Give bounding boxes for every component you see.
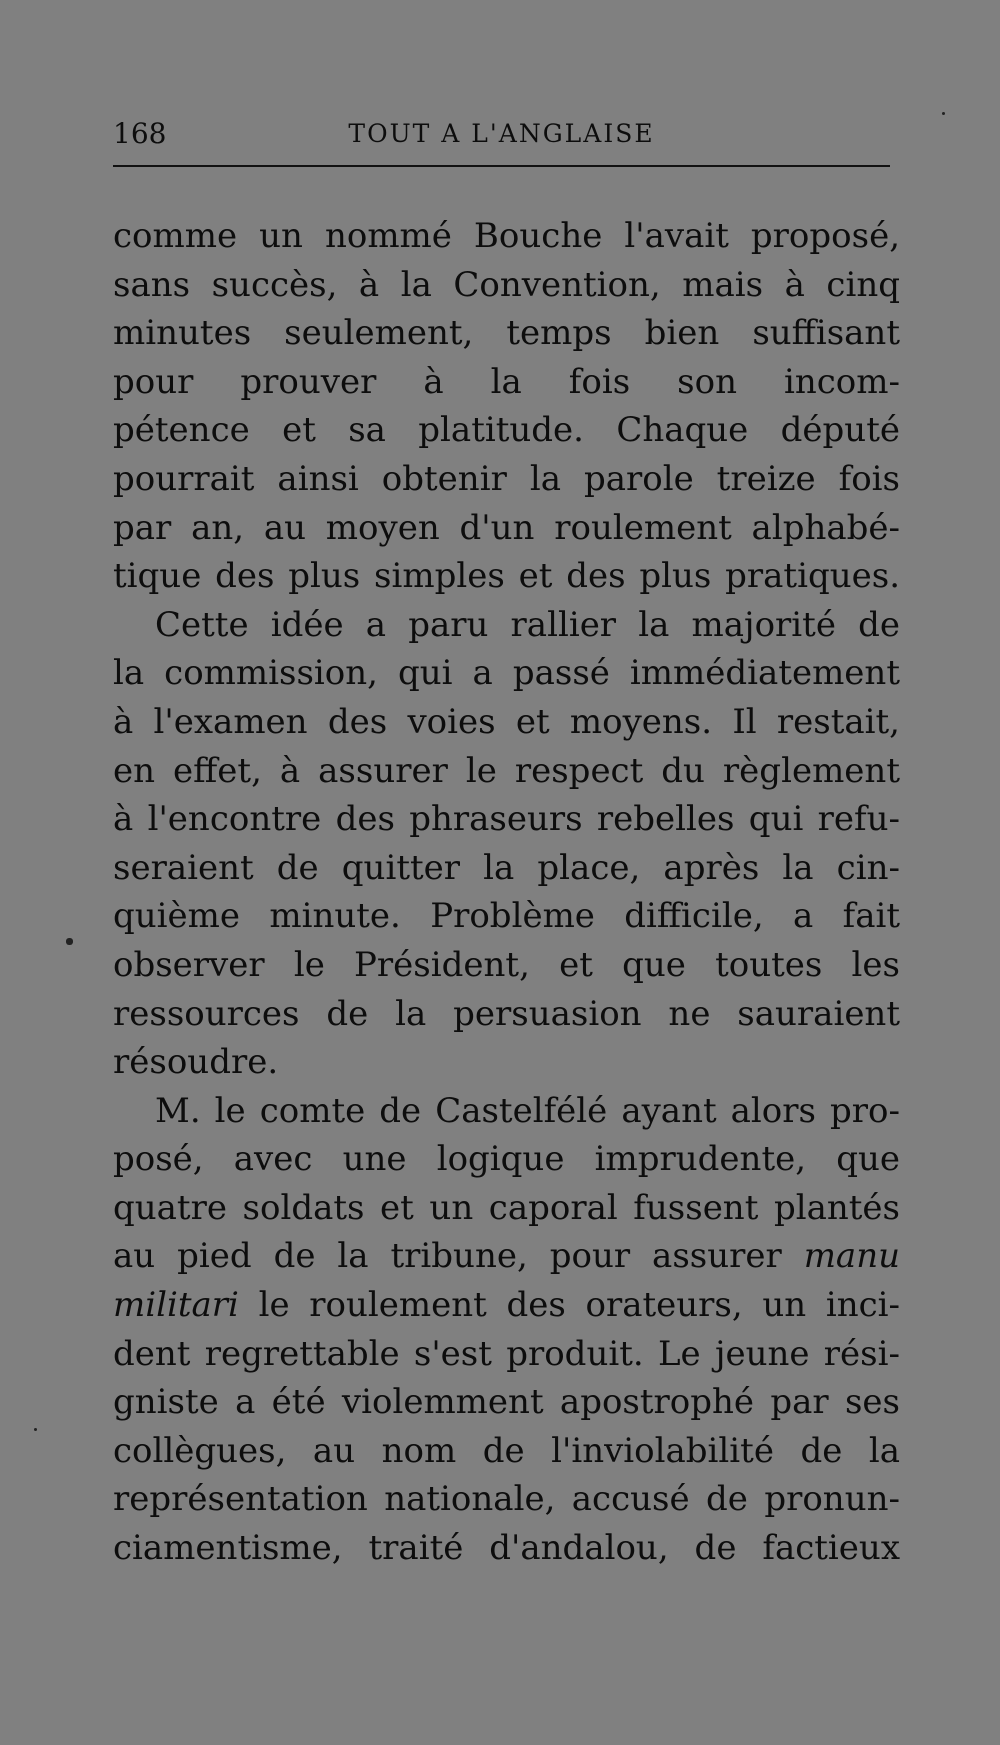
text-line: la commission, qui a passé immédiatement: [113, 653, 900, 694]
text-line: à l'examen des voies et moyens. Il restait,: [113, 701, 900, 742]
body-text: [113, 212, 900, 1573]
text-line: pétence et sa platitude. Chaque député: [113, 410, 900, 451]
text-line: tique des plus simples et des plus pratiques.: [113, 556, 900, 597]
text-line: pourrait ainsi obtenir la parole treize fois: [113, 458, 900, 499]
text-line: ressources de la persuasion ne sauraient: [113, 993, 900, 1034]
ink-speck: [942, 112, 945, 115]
text-run: le roulement des orateurs, un inci-: [238, 1285, 900, 1326]
text-line: sans succès, à la Convention, mais à cinq: [113, 264, 900, 305]
text-line: quième minute. Problème difficile, a fait: [113, 896, 900, 937]
text-line: Cette idée a paru rallier la majorité de: [155, 604, 900, 645]
page-number: 168: [113, 117, 167, 150]
text-line: M. le comte de Castelfélé ayant alors pro-: [155, 1090, 900, 1131]
text-line: collègues, au nom de l'inviolabilité de la: [113, 1430, 900, 1471]
italic-text: militari: [113, 1285, 239, 1326]
text-line: seraient de quitter la place, après la cin-: [113, 847, 900, 888]
text-line: représentation nationale, accusé de pronun-: [113, 1479, 900, 1520]
text-line: comme un nommé Bouche l'avait proposé,: [113, 216, 900, 256]
text-line: dent regrettable s'est produit. Le jeune rési-: [113, 1333, 900, 1374]
text-run: au pied de la tribune, pour assurer: [113, 1236, 804, 1277]
running-head: [113, 114, 890, 154]
ink-speck: [34, 1428, 37, 1431]
text-line: quatre soldats et un caporal fussent plantés: [113, 1187, 900, 1228]
text-line: [113, 1232, 900, 1281]
header-rule: [113, 165, 890, 167]
text-line: observer le Président, et que toutes les: [113, 944, 900, 985]
text-line: minutes seulement, temps bien suffisant: [113, 313, 900, 354]
text-line: [113, 1281, 900, 1330]
text-line: pour prouver à la fois son incom-: [113, 361, 900, 402]
text-line: à l'encontre des phraseurs rebelles qui refu-: [113, 799, 900, 840]
text-line: ciamentisme, traité d'andalou, de factieux: [113, 1528, 900, 1569]
text-line: posé, avec une logique imprudente, que: [113, 1139, 900, 1180]
italic-text: manu: [803, 1236, 900, 1277]
text-line: par an, au moyen d'un roulement alphabé-: [113, 507, 900, 548]
text-line: résoudre.: [113, 1042, 279, 1083]
running-title: TOUT A L'ANGLAISE: [348, 119, 655, 148]
text-line: gniste a été violemment apostrophé par ses: [113, 1382, 900, 1423]
ink-speck: [66, 938, 73, 945]
text-line: en effet, à assurer le respect du règlement: [113, 750, 900, 791]
